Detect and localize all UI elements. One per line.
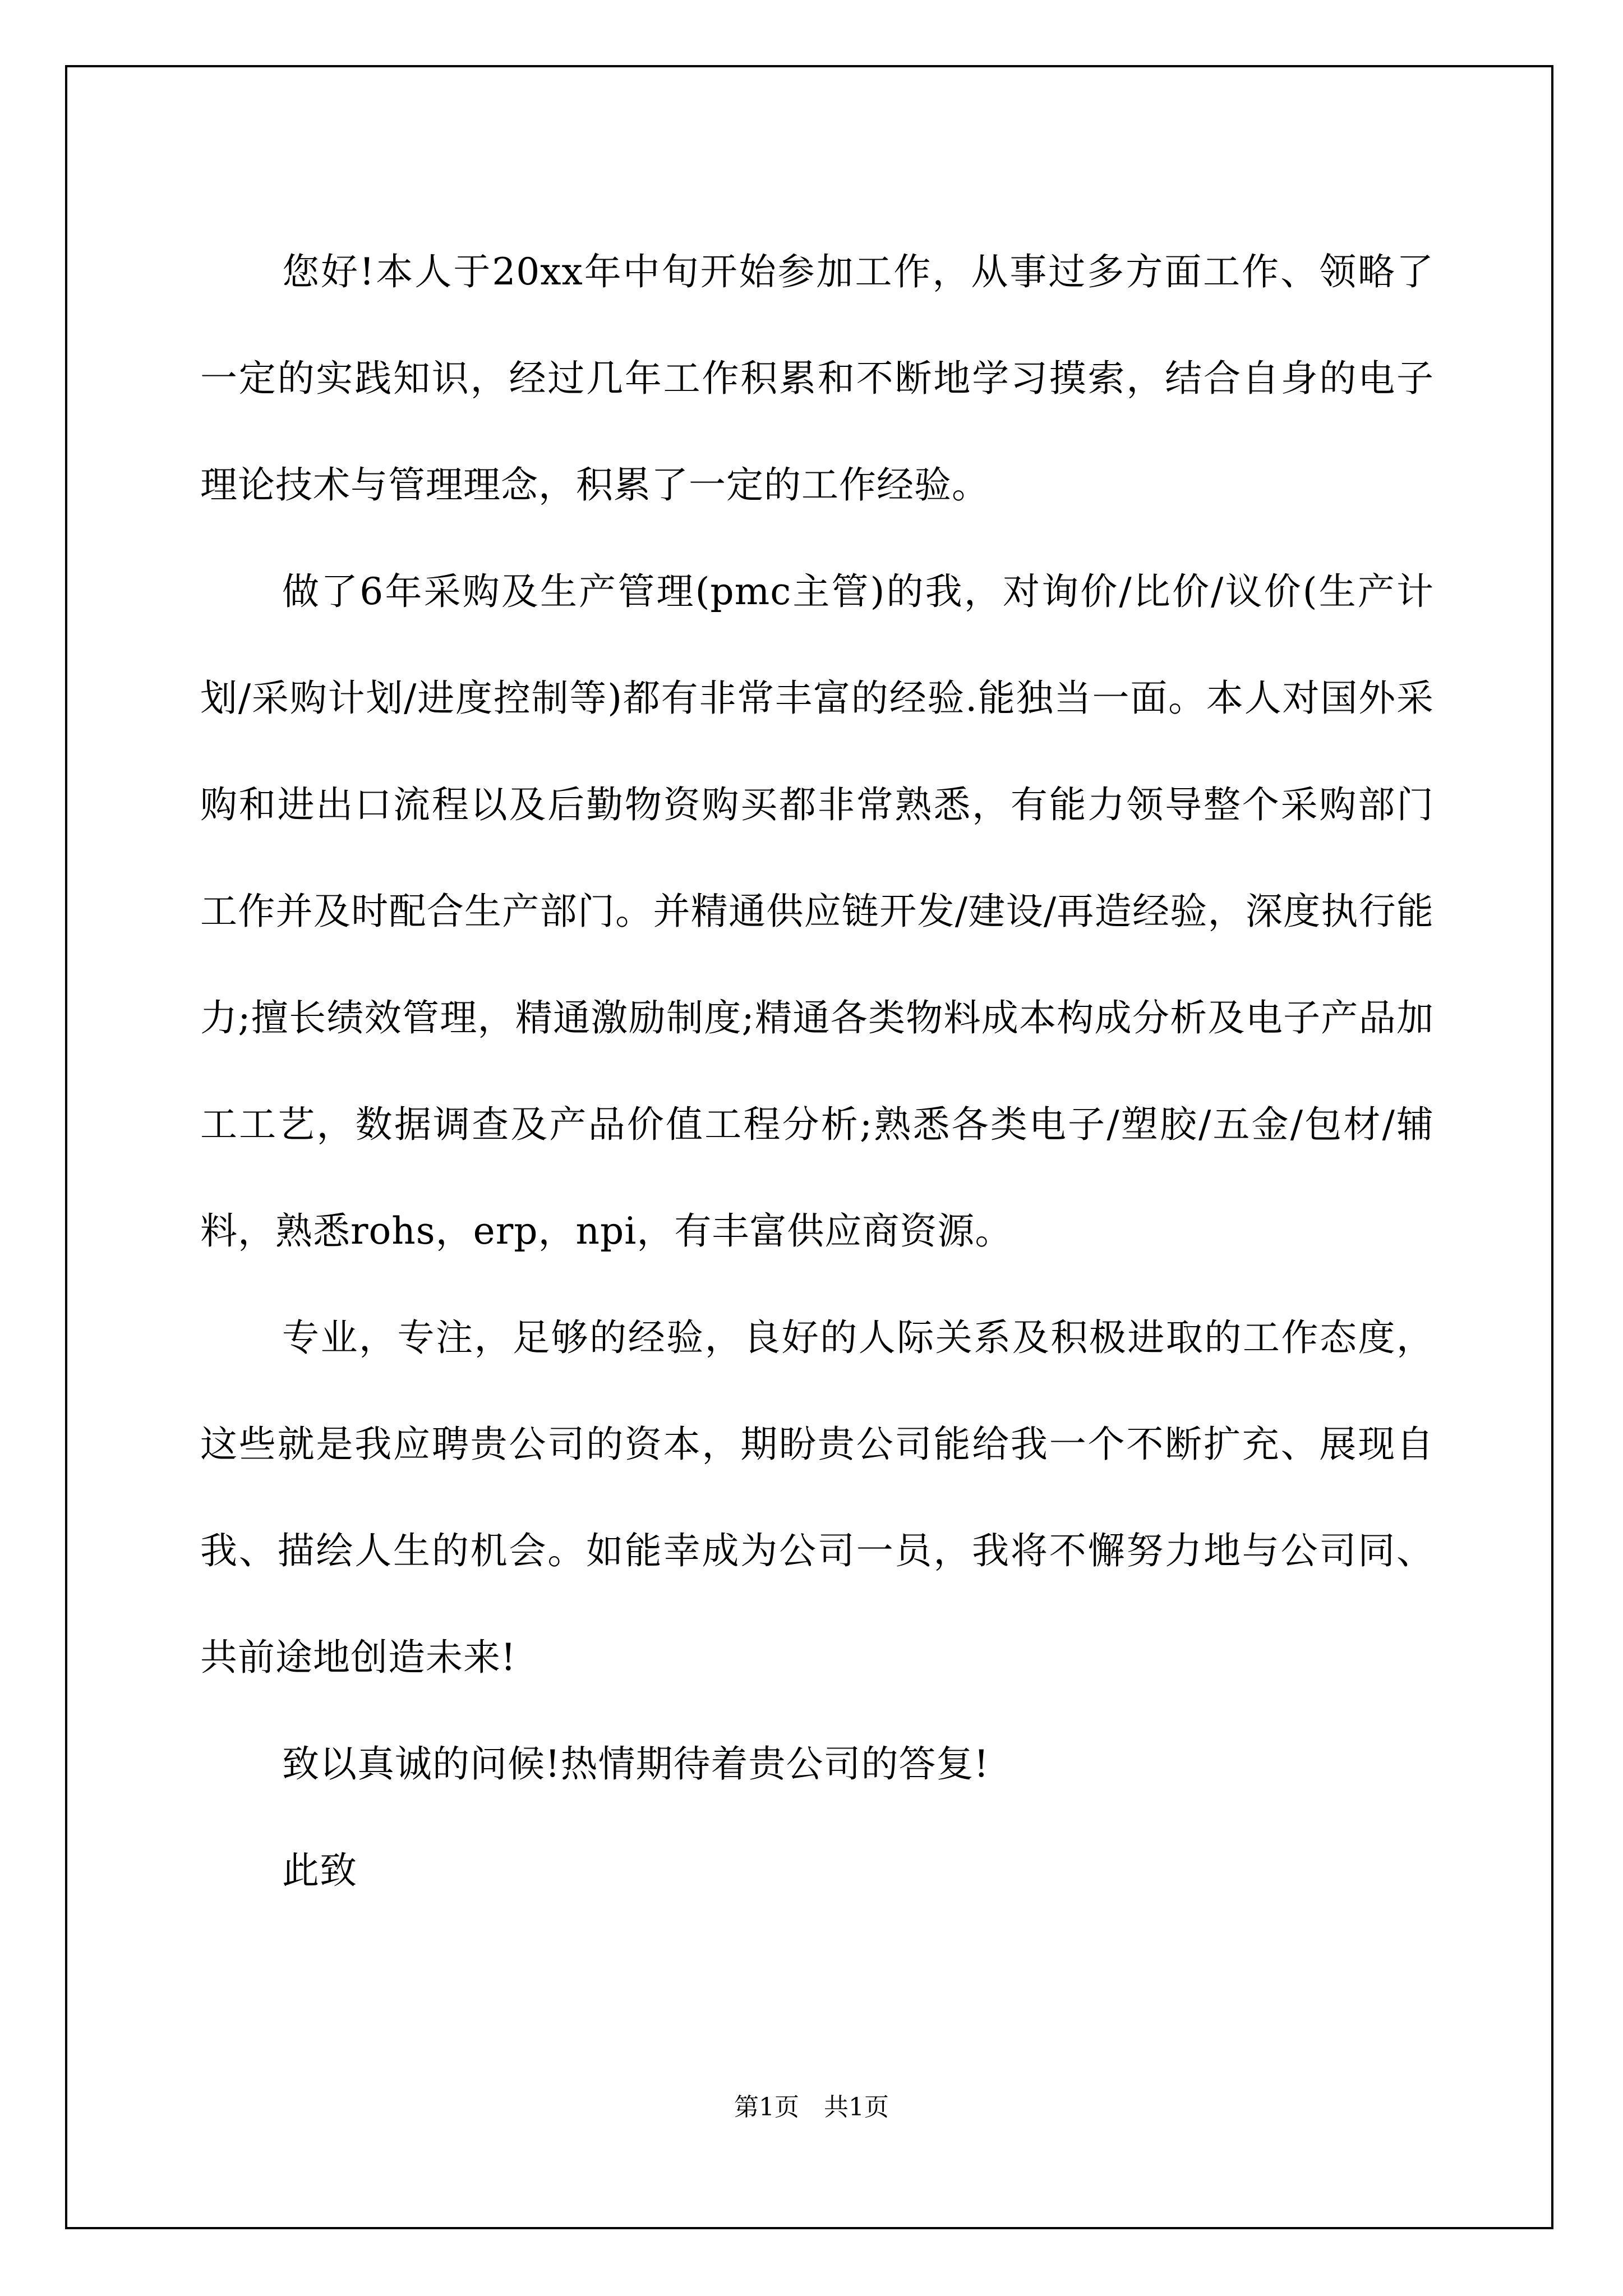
paragraph-greeting: 致以真诚的问候!热情期待着贵公司的答复! <box>282 1742 990 1786</box>
page-number: 第1页 共1页 <box>734 2093 889 2122</box>
paragraph-experience: 做了6年采购及生产管理(pmc主管)的我，对询价/比价/议价(生产计划/采购计划/进度控制等)都有非常丰富的经验.能独当一面。本人对国外采购和进出口流程以及后勤物资购买都非常熟悉，有能力领导整个采购部门工作并及时配合生产部门。并精通供应链开发/建设/再造经验，深度执行能力;擅长绩效管理，精通激励制度;精通各类物料成本构成分析及电子产品加工工艺，数据调查及产品价值工程分析;熟悉各类电子/塑胶/五金/包材/辅料，熟悉rohs，erp，npi，有丰富供应商资源。 <box>200 570 1434 1253</box>
paragraph-intro: 您好!本人于20xx年中旬开始参加工作，从事过多方面工作、领略了一定的实践知识，经过几年工作积累和不断地学习摸索，结合自身的电子理论技术与管理理念，积累了一定的工作经验。 <box>200 250 1434 507</box>
paragraph-motivation: 专业，专注，足够的经验，良好的人际关系及积极进取的工作态度，这些就是我应聘贵公司的资本，期盼贵公司能给我一个不断扩充、展现自我、描绘人生的机会。如能幸成为公司一员，我将不懈努力地与公司同、共前途地创造未来! <box>200 1316 1434 1679</box>
paragraph-closing: 此致 <box>282 1849 357 1892</box>
letter-body <box>200 219 1434 1924</box>
